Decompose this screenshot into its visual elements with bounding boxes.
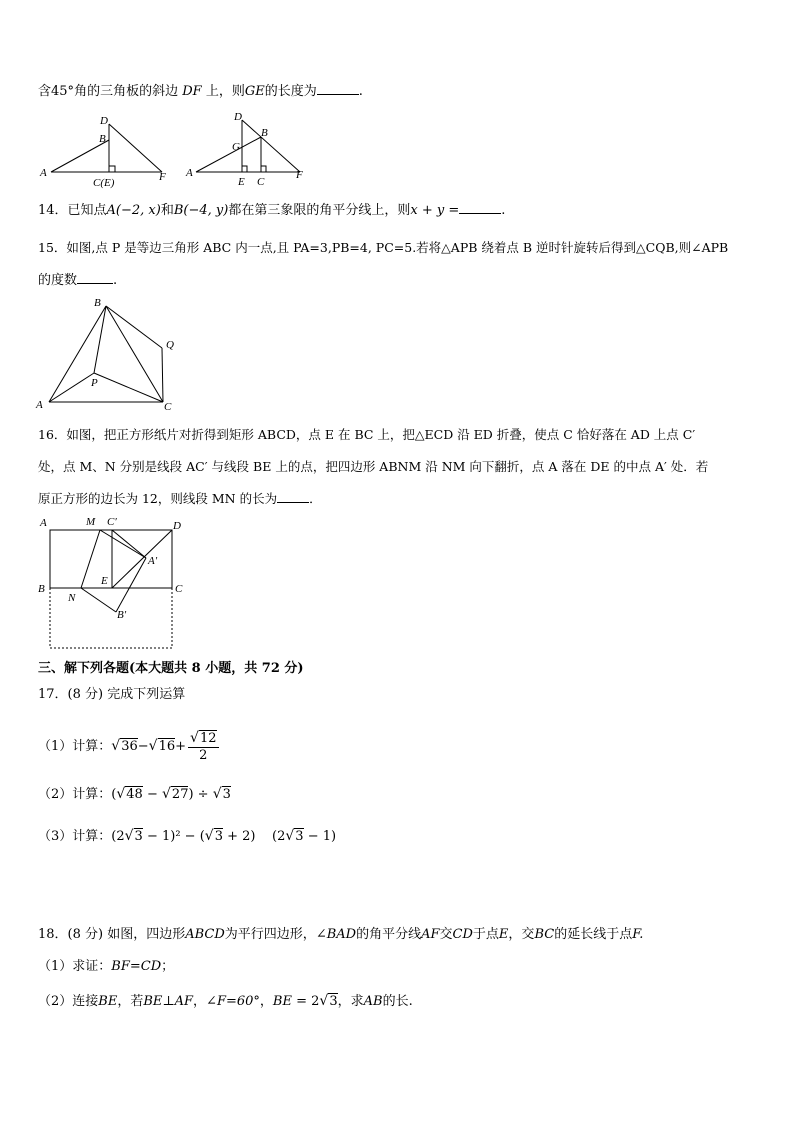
q18-p1-label: （1）求证：: [38, 959, 112, 974]
answer-blank: [77, 271, 113, 284]
q18-line1: [38, 926, 643, 944]
q18-part2: [38, 992, 413, 1011]
section-3-heading: 三、解下列各题(本大题共 8 小题，共 72 分): [38, 661, 304, 676]
fraction-denominator: 2: [199, 747, 208, 763]
q18-text: 于点: [472, 927, 499, 942]
figure-13-right: [186, 108, 306, 188]
q18-text: ，若: [117, 994, 144, 1009]
edge-df: [242, 120, 300, 172]
q18-p2-label: （2）连接: [38, 994, 99, 1009]
q13-text: 角的三角板的斜边: [74, 84, 179, 99]
q18-text: ，交: [508, 927, 535, 942]
label-q: Q: [166, 339, 174, 351]
q18-e: E: [498, 927, 509, 942]
q18-part1: [38, 958, 174, 976]
edge-bc: [106, 306, 163, 402]
radicand-3: 3: [134, 829, 143, 844]
edge-mn: [81, 530, 100, 588]
sqrt-sign: √: [204, 828, 214, 844]
edge-bq: [106, 306, 162, 348]
q13-text: 含: [38, 84, 52, 99]
q17-title: 17．(8 分) 完成下列运算: [38, 687, 186, 702]
sqrt-sign: √: [116, 786, 126, 802]
q17-part3: [38, 827, 336, 846]
label-m: M: [86, 516, 96, 528]
q13-text: 上，则: [205, 84, 245, 99]
plus-sign: +: [175, 739, 187, 754]
q18-text: ，: [193, 994, 207, 1009]
q18-cd: CD: [452, 927, 473, 942]
q17-p2-label: （2）计算：: [38, 787, 112, 802]
q18-text: 为平行四边形，: [224, 927, 316, 942]
radicand-3: 3: [222, 787, 231, 802]
radicand-16: 16: [158, 739, 176, 754]
q17-part1: [38, 726, 221, 767]
label-c: C: [175, 583, 183, 595]
q13-line: [38, 82, 363, 101]
expr-part: − 1)² − (: [142, 829, 205, 844]
edge-bp-ap: [116, 558, 146, 612]
label-p: P: [91, 377, 98, 389]
q14-text: 和: [160, 203, 174, 218]
minus-sign: −: [142, 787, 162, 802]
label-d: D: [100, 115, 108, 127]
label-d: D: [234, 111, 242, 123]
right-angle-mark: [109, 166, 115, 172]
q18-text: ，: [259, 994, 273, 1009]
q14-expr: x + y =: [410, 203, 460, 218]
right-angle-mark-c: [261, 166, 266, 172]
edge-m-ap: [100, 530, 146, 558]
sqrt-sign: √: [212, 786, 222, 802]
label-f: F: [159, 171, 166, 183]
q18-ab: AB: [363, 994, 383, 1009]
label-b: B: [261, 127, 268, 139]
label-c: C: [164, 401, 172, 413]
q18-text: 的延长线于点: [554, 927, 633, 942]
radicand-27: 27: [171, 787, 189, 802]
right-angle-mark-e: [242, 166, 247, 172]
q15-end: .: [113, 273, 118, 288]
q18-af: AF: [421, 927, 440, 942]
label-a: A: [36, 399, 43, 411]
q18-be: BE: [98, 994, 118, 1009]
paren: (: [111, 787, 117, 802]
q18-angle-bad: ∠BAD: [315, 927, 357, 942]
q14-text: 都在第三象限的角平分线上，则: [228, 203, 411, 218]
edge-ed: [112, 530, 172, 588]
label-a-prime: A′: [148, 555, 158, 567]
label-b-prime: B′: [117, 609, 127, 621]
figure-13-left: [36, 110, 176, 190]
sqrt-sign: √: [285, 828, 295, 844]
expr-part: − 1): [303, 829, 337, 844]
label-c-prime: C′: [107, 516, 117, 528]
radicand-36: 36: [121, 739, 138, 754]
q16-text: 原正方形的边长为 12，则线段 MN 的长为: [38, 491, 278, 506]
sqrt-sign: √: [148, 738, 158, 754]
q13-df: DF: [182, 84, 202, 99]
q18-bc: BC: [534, 927, 555, 942]
label-g: G: [232, 141, 240, 153]
label-ce: C(E): [93, 177, 115, 189]
q18-abcd: ABCD: [185, 927, 225, 942]
radicand-3: 3: [329, 994, 338, 1009]
label-n: N: [68, 592, 76, 604]
q16-line3: [38, 490, 322, 508]
q18-text: ，求: [337, 994, 364, 1009]
radicand-48: 48: [126, 787, 143, 802]
q16-line2: 处，点 M、N 分别是线段 AC′ 与线段 BE 上的点，把四边形 ABNM 沿 NM 向下翻折，点 A 落在 DE 的中点 A′ 处．若: [38, 459, 709, 474]
q14-text: 14．已知点: [38, 203, 107, 218]
q18-f: F.: [632, 927, 644, 942]
label-e: E: [238, 176, 245, 188]
q18-p1-end: ；: [161, 959, 175, 974]
q13-text: 的长度为: [264, 84, 317, 99]
label-d: D: [173, 520, 181, 532]
q13-degree: 45°: [51, 84, 75, 99]
q18-equals: = 2: [291, 994, 320, 1009]
sqrt-sign: √: [111, 738, 121, 754]
q18-text: 18．(8 分) 如图，四边形: [38, 927, 186, 942]
radicand-12: 12: [199, 730, 217, 746]
q14-point-a: A(−2, x): [106, 203, 161, 218]
q18-text: 的角平分线: [356, 927, 422, 942]
label-a: A: [40, 167, 47, 179]
edge-df: [109, 124, 162, 172]
q18-text: 交: [439, 927, 453, 942]
q16-end: ．: [309, 491, 322, 506]
q15-text: 的度数: [38, 273, 78, 288]
sqrt-sign: √: [319, 993, 329, 1009]
q18-p1-expr: BF=CD: [111, 959, 162, 974]
q14-end: .: [501, 203, 506, 218]
paren-divide: ) ÷: [188, 787, 213, 802]
edge-n-bp: [81, 588, 116, 612]
fraction-numerator: √12: [190, 729, 217, 746]
label-b: B: [38, 583, 45, 595]
figure-15: [36, 296, 186, 416]
q18-condition: BE⊥AF: [143, 994, 194, 1009]
answer-blank: [277, 490, 309, 503]
q18-angle: ∠F=60°: [206, 994, 260, 1009]
answer-blank: [459, 201, 501, 214]
label-f: F: [296, 169, 303, 181]
sqrt-sign: √: [124, 828, 134, 844]
radicand-3: 3: [214, 829, 223, 844]
label-a: A: [40, 517, 47, 529]
sqrt-sign: √: [162, 786, 171, 802]
minus-sign: −: [137, 739, 149, 754]
q18-text: 的长.: [382, 994, 413, 1009]
q15-line2: [38, 271, 117, 290]
label-b: B: [94, 297, 101, 309]
q17-p1-label: （1）计算：: [38, 739, 112, 754]
edge-ap: [49, 373, 94, 402]
answer-blank: [317, 82, 359, 95]
q18-be: BE: [272, 994, 292, 1009]
edge-cp-ap: [112, 530, 146, 558]
q14-line: [38, 201, 505, 220]
expr-part: (2: [111, 829, 125, 844]
q15-line1: 15．如图,点 P 是等边三角形 ABC 内一点,且 PA=3,PB=4, PC=5.若将△APB 绕着点 B 逆时针旋转后得到△CQB,则∠APB: [38, 240, 729, 255]
q17-part2: [38, 785, 231, 804]
q13-end: .: [358, 84, 363, 99]
edge-ab: [196, 137, 261, 172]
expr-part: + 2) (2: [222, 829, 286, 844]
edge-pc: [94, 373, 163, 402]
fraction: [188, 730, 218, 764]
q17-p3-label: （3）计算：: [38, 829, 112, 844]
q14-point-b: B(−4, y): [173, 203, 229, 218]
figure-16: [36, 512, 196, 652]
label-b: B: [99, 133, 106, 145]
edge-qc: [162, 348, 163, 402]
label-a: A: [186, 167, 193, 179]
label-e: E: [101, 575, 108, 587]
q16-line1: 16．如图，把正方形纸片对折得到矩形 ABCD，点 E 在 BC 上，把△ECD 沿 ED 折叠，使点 C 恰好落在 AD 上点 C′: [38, 427, 696, 442]
label-c: C: [257, 176, 265, 188]
radicand-3: 3: [295, 829, 304, 844]
q13-ge: GE: [244, 84, 265, 99]
